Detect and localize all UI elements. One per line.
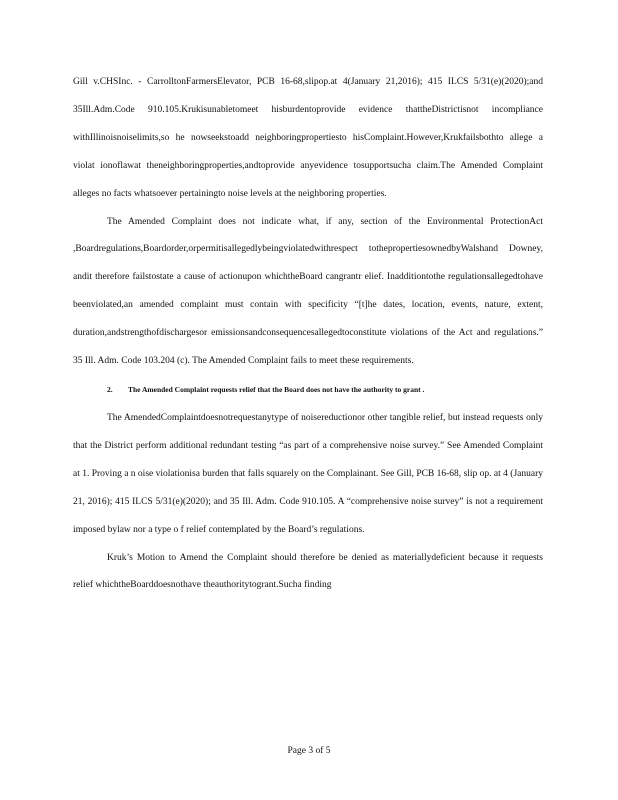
section-heading <box>73 384 543 396</box>
paragraph-2: The Amended Complaint does not indicate what, if any, section of the Environmental ProtectionAct ,Boardregulations,Boardorder,orpermitisallegedlybeingviolatedwithrespect tothepropertiesownedbyWalshand Downey, andit therefore failstostate a cause of actionupon whichtheBoard cangrantr elief. Inadditiontothe regulationsallegedtohave beenviolated,an amended complaint must contain with specificity “[t]he dates, location, events, nature, extent, duration,andstrengthofdischargesor emissionsandconsequencesallegedtoconstitute violations of the Act and regulations.” 35 Ill. Adm. Code 103.204 (c). The Amended Complaint fails to meet these requirements. <box>73 216 543 367</box>
paragraph-1: Gill v.CHSInc. - CarrolltonFarmersElevator, PCB 16-68,slipop.at 4(January 21,2016); 415 ILCS 5/31(e)(2020);and 35Ill.Adm.Code 910.105.Krukisunabletomeet hisburdentoprovide evidence thattheDistrictisnot incompliance withIllinoisnoiselimits,so he nowseekstoadd neighboringpropertiesto hisComplaint.However,Krukfailsbothto allege a violat ionoflawat theneighboringproperties,andtoprovide anyevidence tosupportsucha claim.The Amended Complaint alleges no facts whatsoever pertainingto noise levels at the neighboring properties. <box>73 77 543 199</box>
section-heading-number: 2. <box>107 384 113 394</box>
page-number: Page 3 of 5 <box>287 746 331 756</box>
body-text <box>73 69 543 600</box>
paragraph-4: Kruk’s Motion to Amend the Complaint should therefore be denied as materiallydeficient because it requests relief whichtheBoarddoesnothave theauthoritytogrant.Sucha finding <box>73 552 543 591</box>
paragraph-3: The AmendedComplaintdoesnotrequestanytype of noisereductionor other tangible relief, but instead requests only that the District perform additional redundant testing “as part of a comprehensive noise survey.” See Amended Complaint at 1. Proving a n oise violationisa burden that falls squarely on the Complainant. See Gill, PCB 16-68, slip op. at 4 (January 21, 2016); 415 ILCS 5/31(e)(2020); and 35 Ill. Adm. Code 910.105. A “comprehensive noise survey” is not a requirement imposed bylaw nor a type o f relief contemplated by the Board’s regulations. <box>73 412 543 535</box>
section-heading-text: The Amended Complaint requests relief that the Board does not have the authority to grant . <box>128 384 425 394</box>
